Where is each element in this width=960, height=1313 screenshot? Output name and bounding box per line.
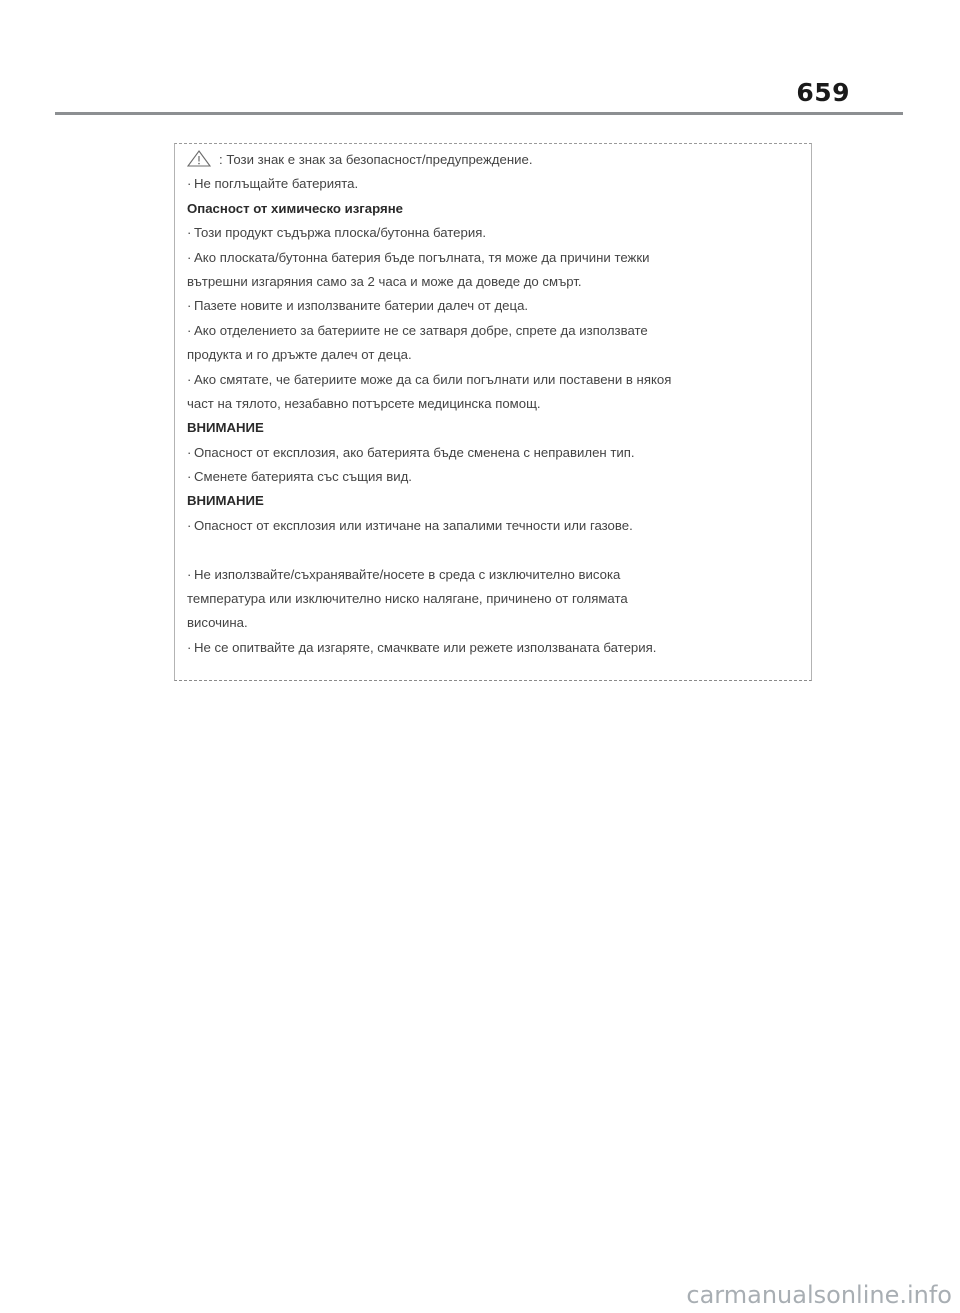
- section-heading-caution: ВНИМАНИЕ: [187, 493, 264, 509]
- site-watermark: carmanualsonline.info: [686, 1281, 952, 1309]
- bullet-mark: ·: [187, 298, 192, 314]
- notice-bullet-line: [187, 319, 799, 343]
- notice-continuation-line: вътрешни изгаряния само за 2 часа и може да доведе до смърт.: [187, 273, 582, 289]
- notice-text: Ако смятате, че батериите може да са били погълнати или поставени в някоя: [194, 371, 672, 387]
- notice-line-symbol: [187, 148, 799, 172]
- notice-text: Този продукт съдържа плоска/бутонна батерия.: [194, 225, 486, 241]
- bullet-mark: ·: [187, 176, 192, 192]
- notice-text: Сменете батерията със същия вид.: [194, 469, 412, 485]
- bullet-mark: ·: [187, 566, 192, 582]
- bullet-mark: ·: [187, 249, 192, 265]
- page-number: 659: [796, 78, 850, 107]
- bullet-mark: ·: [187, 469, 192, 485]
- warning-triangle-icon: [187, 150, 211, 166]
- notice-bullet-line: [187, 246, 799, 270]
- notice-continuation-line: продукта и го дръжте далеч от деца.: [187, 347, 412, 363]
- notice-continuation-line: височина.: [187, 615, 248, 631]
- notice-bullet-line: [187, 514, 799, 538]
- notice-bullet-line: [187, 636, 799, 660]
- notice-text: Ако плоската/бутонна батерия бъде погълната, тя може да причини тежки: [194, 249, 650, 265]
- notice-continuation-line: част на тялото, незабавно потърсете медицинска помощ.: [187, 395, 541, 411]
- notice-text: Не използвайте/съхранявайте/носете в среда с изключително висока: [194, 566, 621, 582]
- blank-spacer: [187, 538, 799, 562]
- section-heading-caution: ВНИМАНИЕ: [187, 420, 264, 436]
- notice-text: Опасност от експлозия или изтичане на запалими течности или газове.: [194, 517, 633, 533]
- notice-symbol-text: : Този знак е знак за безопасност/предупреждение.: [219, 152, 533, 167]
- bullet-mark: ·: [187, 371, 192, 387]
- notice-text: Не се опитвайте да изгаряте, смачквате или режете използваната батерия.: [194, 639, 657, 655]
- bullet-mark: ·: [187, 639, 192, 655]
- notice-bullet-line: [187, 563, 799, 587]
- section-heading-chemical-burn: Опасност от химическо изгаряне: [187, 200, 404, 216]
- bullet-mark: ·: [187, 322, 192, 338]
- bullet-mark: ·: [187, 444, 192, 460]
- bullet-mark: ·: [187, 225, 192, 241]
- notice-continuation-line: температура или изключително ниско налягане, причинено от голямата: [187, 591, 628, 607]
- bullet-mark: ·: [187, 517, 192, 533]
- notice-text: Опасност от експлозия, ако батерията бъде сменена с неправилен тип.: [194, 444, 635, 460]
- battery-safety-notice: [174, 143, 812, 681]
- notice-bullet-line: [187, 294, 799, 318]
- notice-bullet-line: [187, 221, 799, 245]
- notice-bullet-line: [187, 441, 799, 465]
- notice-bullet-line: [187, 368, 799, 392]
- notice-text: Ако отделението за батериите не се затваря добре, спрете да използвате: [194, 322, 648, 338]
- notice-text: Пазете новите и използваните батерии далеч от деца.: [194, 298, 529, 314]
- notice-bullet-line: [187, 172, 799, 196]
- notice-text: Не поглъщайте батерията.: [194, 176, 359, 192]
- notice-bullet-line: [187, 465, 799, 489]
- header-rule: [55, 112, 903, 115]
